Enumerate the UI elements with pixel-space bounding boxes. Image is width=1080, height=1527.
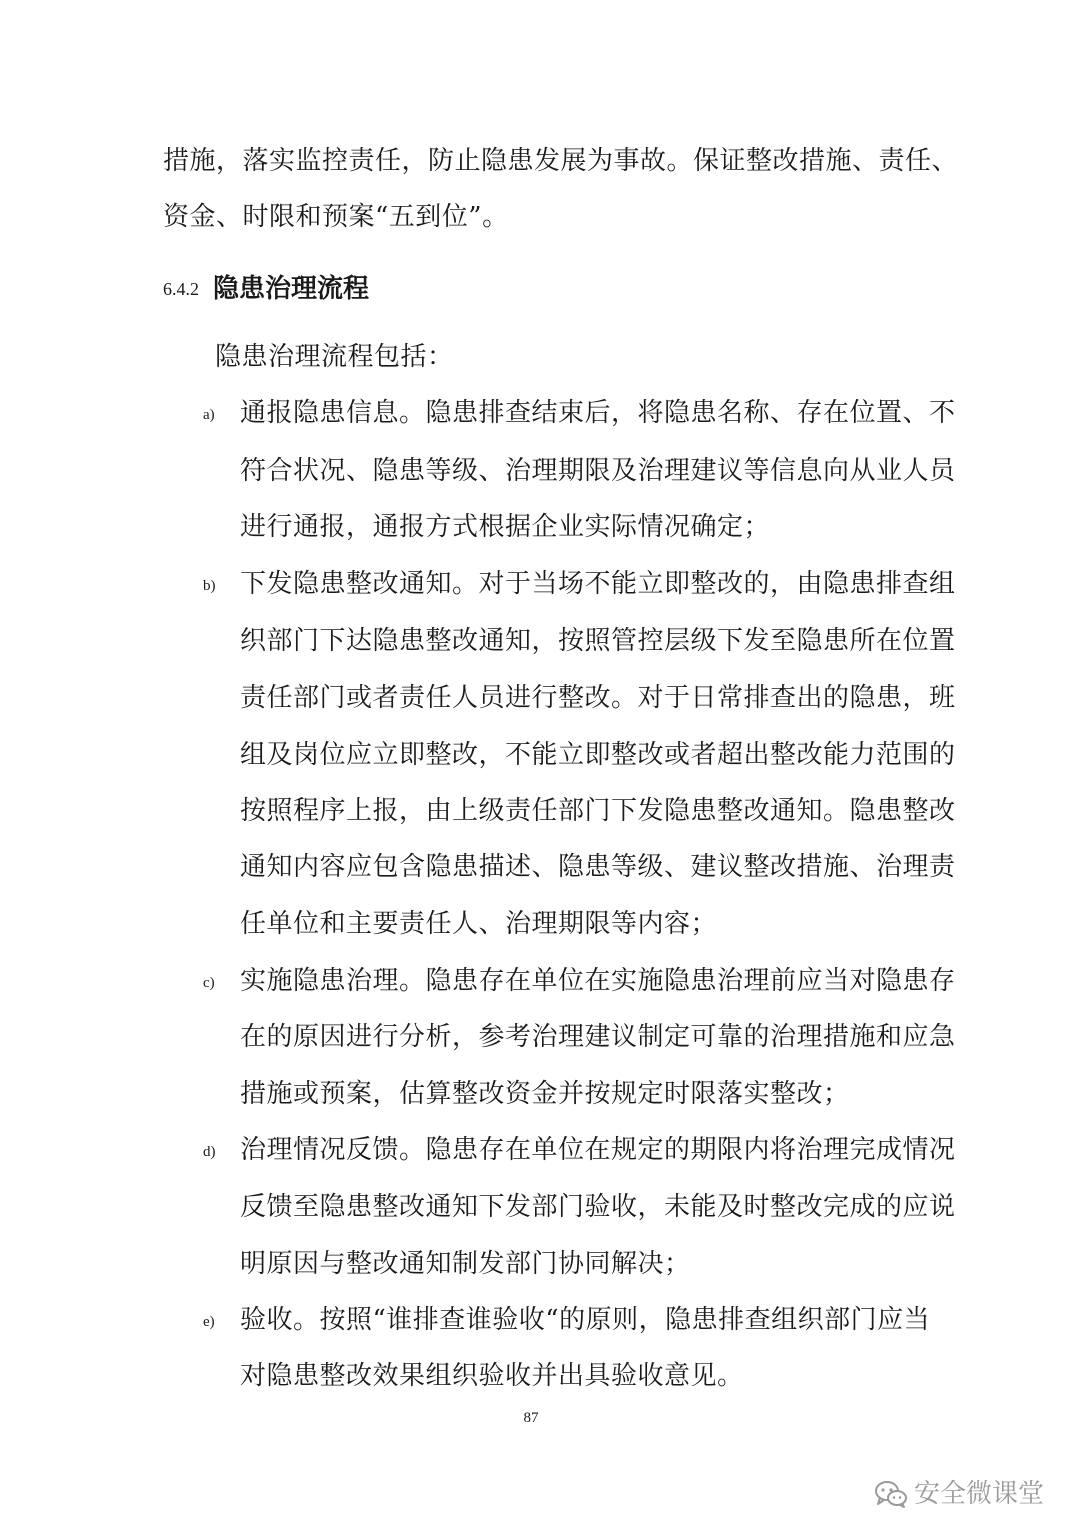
list-item-line: 验收。按照“谁排查谁验收“的原则，隐患排查组织部门应当 xyxy=(240,1305,931,1335)
list-item-line: 实施隐患治理。隐患存在单位在实施隐患治理前应当对隐患存 xyxy=(240,966,956,996)
list-marker: b) xyxy=(203,578,216,594)
list-item-line: 对隐患整改效果组织验收并出具验收意见。 xyxy=(240,1361,744,1391)
list-item-line: 治理情况反馈。隐患存在单位在规定的期限内将治理完成情况 xyxy=(240,1135,956,1165)
list-item-line: 通报隐患信息。隐患排查结束后，将隐患名称、存在位置、不 xyxy=(240,398,956,428)
list-item-line: 反馈至隐患整改通知下发部门验收，未能及时整改完成的应说 xyxy=(240,1192,956,1222)
list-item-line: 下发隐患整改通知。对于当场不能立即整改的，由隐患排查组 xyxy=(240,569,956,599)
list-item-line: 措施或预案，估算整改资金并按规定时限落实整改； xyxy=(240,1079,850,1109)
wechat-icon xyxy=(874,1479,908,1509)
list-item-line: 符合状况、隐患等级、治理期限及治理建议等信息向从业人员 xyxy=(240,456,956,486)
list-item-line: 通知内容应包含隐患描述、隐患等级、建议整改措施、治理责 xyxy=(240,852,956,882)
list-item-line: 明原因与整改通知制发部门协同解决； xyxy=(240,1249,691,1279)
list-item-line: 责任部门或者责任人员进行整改。对于日常排查出的隐患，班 xyxy=(240,683,956,713)
section-number: 6.4.2 xyxy=(163,279,199,299)
page-number: 87 xyxy=(523,1410,539,1426)
list-item-line: 任单位和主要责任人、治理期限等内容； xyxy=(240,909,718,939)
list-item-line: 进行通报，通报方式根据企业实际情况确定； xyxy=(240,512,771,542)
list-item-line: 按照程序上报，由上级责任部门下发隐患整改通知。隐患整改 xyxy=(240,796,956,826)
list-marker: e) xyxy=(203,1314,215,1330)
list-item-line: 组及岗位应立即整改，不能立即整改或者超出整改能力范围的 xyxy=(240,740,956,770)
list-marker: a) xyxy=(203,407,215,423)
lead-paragraph: 隐患治理流程包括： xyxy=(215,342,454,372)
list-item-line: 织部门下达隐患整改通知，按照管控层级下发至隐患所在位置 xyxy=(240,626,956,656)
section-heading xyxy=(163,268,369,305)
list-marker: d) xyxy=(203,1144,216,1160)
list-item-line: 在的原因进行分析，参考治理建议制定可靠的治理措施和应急 xyxy=(240,1022,956,1052)
intro-line-2: 资金、时限和预案“五到位”。 xyxy=(163,202,509,232)
intro-line-1: 措施，落实监控责任，防止隐患发展为事故。保证整改措施、责任、 xyxy=(163,146,959,176)
section-title: 隐患治理流程 xyxy=(213,274,370,304)
watermark xyxy=(874,1478,1044,1510)
watermark-text: 安全微课堂 xyxy=(913,1479,1044,1509)
list-marker: c) xyxy=(203,975,215,991)
